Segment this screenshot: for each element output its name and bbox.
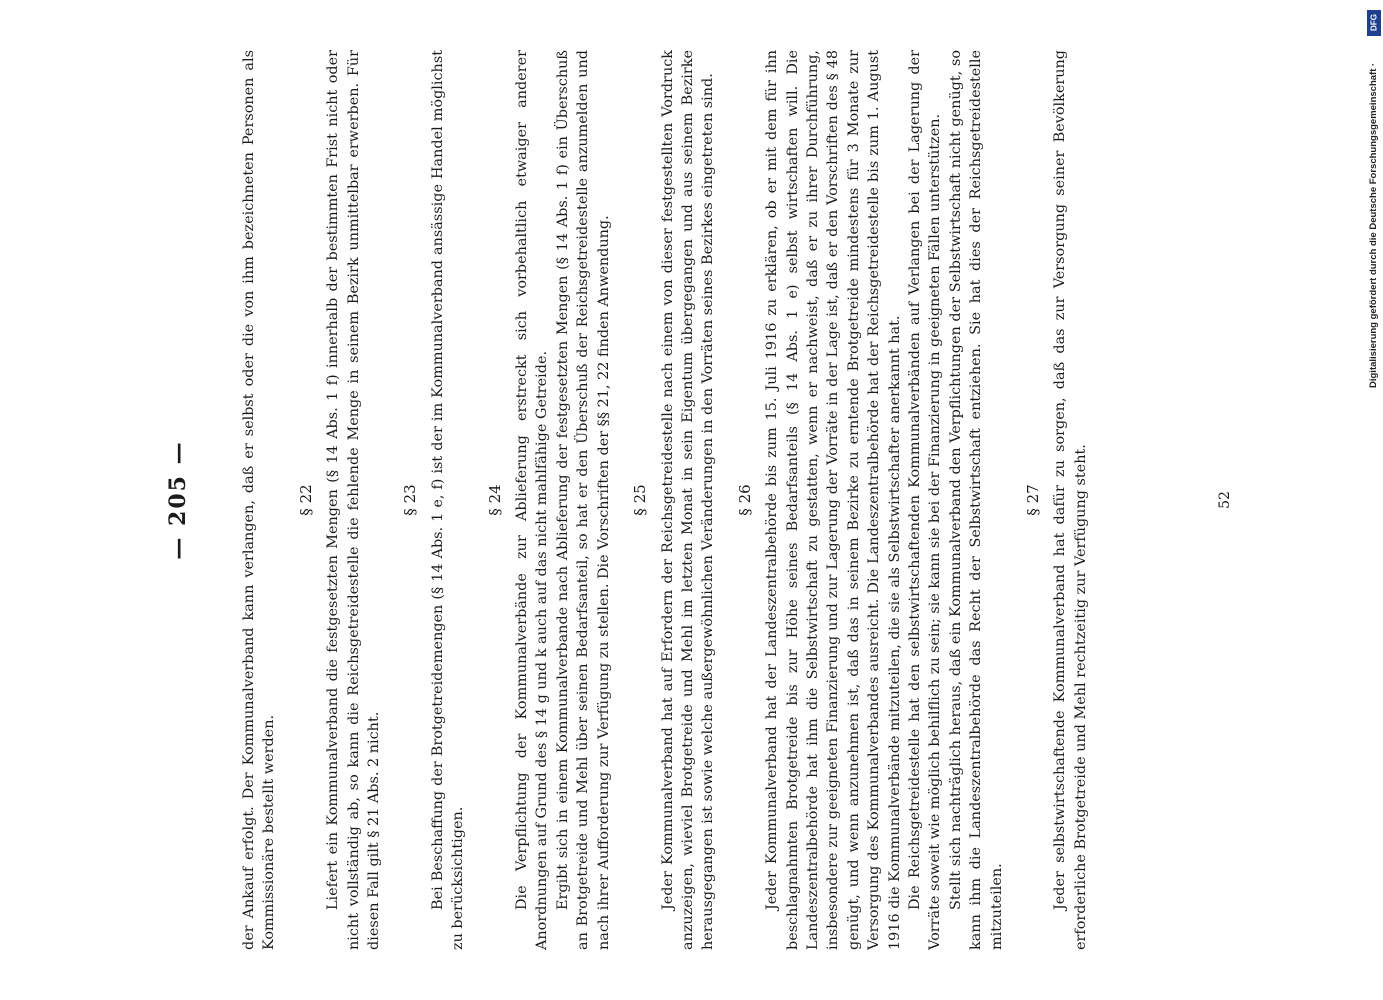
funding-watermark	[1366, 8, 1382, 388]
paragraph-25: Jeder Kommunalverband hat auf Erfordern der Reichsgetreidestelle nach einem von dieser festgestellten Vordruck anzuzeigen, wieviel Brotgetreide und Mehl im letzten Monat in sein Eigentum übergegangen und aus seinem Bezirke herausgegangen ist sowie welche außergewöhnlichen Veränderungen in den Vorräten seines Bezirkes eingetreten sind.	[659, 50, 717, 950]
section-heading-27: § 27	[1024, 484, 1042, 516]
signature-mark-footer: 52	[1217, 491, 1233, 509]
paragraph-23: Bei Beschaffung der Brotgetreidemengen (§ 14 Abs. 1 e, f) ist der im Kommunalverband ansässige Handel möglichst zu berücksichtigen.	[429, 50, 467, 950]
dfg-logo-label: DFG	[1369, 14, 1379, 31]
section-heading-25: § 25	[631, 484, 650, 516]
paragraph-intro: der Ankauf erfolgt. Der Kommunalverband kann verlangen, daß er selbst oder die von ihm bezeichneten Personen als Kommissionäre bestellt werden.	[241, 50, 278, 950]
body-text	[239, 50, 1091, 950]
paragraph-27: Jeder selbstwirtschaftende Kommunalverband hat dafür zu sorgen, daß das zur Versorgung seiner Bevölkerung erforderliche Brotgetreide und Mehl rechtzeitig zur Verfügung steht.	[1052, 50, 1089, 950]
paragraph-24-1: Die Verpflichtung der Kommunalverbände zur Ablieferung erstreckt sich vorbehaltlich etwaiger anderer Anordnungen auf Grund des § 14 g und k auch auf das nicht mahlfähige Getreide.	[514, 50, 551, 950]
section-heading-26: § 26	[735, 484, 754, 516]
paragraph-22: Liefert ein Kommunalverband die festgesetzten Mengen (§ 14 Abs. 1 f) innerhalb der bestimmten Frist nicht oder nicht vollständig ab, so kann die Reichsgetreidestelle die fehlende Menge in seinem Bezirk unmittelbar erwerben. Für diesen Fall gilt § 21 Abs. 2 nicht.	[325, 50, 383, 950]
paragraph-26-3: Stellt sich nachträglich heraus, daß ein Kommunalverband den Verpflichtungen der Selbstwirtschaft nicht genügt, so kann ihm die Landeszentralbehörde das Recht der Selbstwirtschaft entziehen. Sie hat dies der Reichsgetreidestelle mitzuteilen.	[947, 50, 1005, 950]
section-heading-22: § 22	[296, 484, 315, 516]
document-page	[121, 50, 1261, 950]
page-number-header: — 205 —	[165, 440, 191, 560]
funding-watermark-text: Digitalisierung gefördert durch die Deutsche Forschungsgemeinschaft ·	[1368, 62, 1379, 388]
paragraph-26-1: Jeder Kommunalverband hat der Landeszentralbehörde bis zum 15. Juli 1916 zu erklären, ob er mit dem für ihn beschlagnahmten Brotgetreide bis zur Höhe seines Bedarfsanteils (§ 14 Abs. 1 e) selbst wirtschaften will. Die Landeszentralbehörde hat ihm die Selbstwirtschaft zu gestatten, wenn er nachweist, daß er zu ihrer Durchführung, insbesondere zur geeigneten Finanzierung und zur Lagerung der Vorräte in der Lage ist, daß er den Vorschriften des § 48 genügt, und wenn anzunehmen ist, daß das in seinem Bezirke zu erntende Brotgetreide mindestens für 3 Monate zur Versorgung des Kommunalverbandes ausreicht. Die Landeszentralbehörde hat der Reichsgetreidestelle bis zum 1. August 1916 die Kommunalverbände mitzuteilen, die sie als Selbstwirtschafter anerkannt hat.	[764, 50, 903, 950]
section-heading-24: § 24	[485, 484, 504, 516]
section-heading-23: § 23	[401, 484, 420, 516]
paragraph-26-2: Die Reichsgetreidestelle hat den selbstwirtschaftenden Kommunalverbänden auf Verlangen bei der Lagerung der Vorräte soweit wie möglich behilflich zu sein; sie kann sie bei der Finanzierung in geeigneten Fällen unterstützen.	[906, 50, 944, 950]
dfg-logo-icon	[1367, 10, 1381, 36]
paragraph-24-2: Ergibt sich in einem Kommunalverbande nach Ablieferung der festgesetzten Mengen (§ 14 Abs. 1 f) ein Überschuß an Brotgetreide und Mehl über seinen Bedarfsanteil, so hat er den Überschuß der Reichsgetreidestelle anzumelden und nach ihrer Aufforderung zur Verfügung zu stellen. Die Vorschriften der §§ 21, 22 finden Anwendung.	[554, 50, 612, 950]
